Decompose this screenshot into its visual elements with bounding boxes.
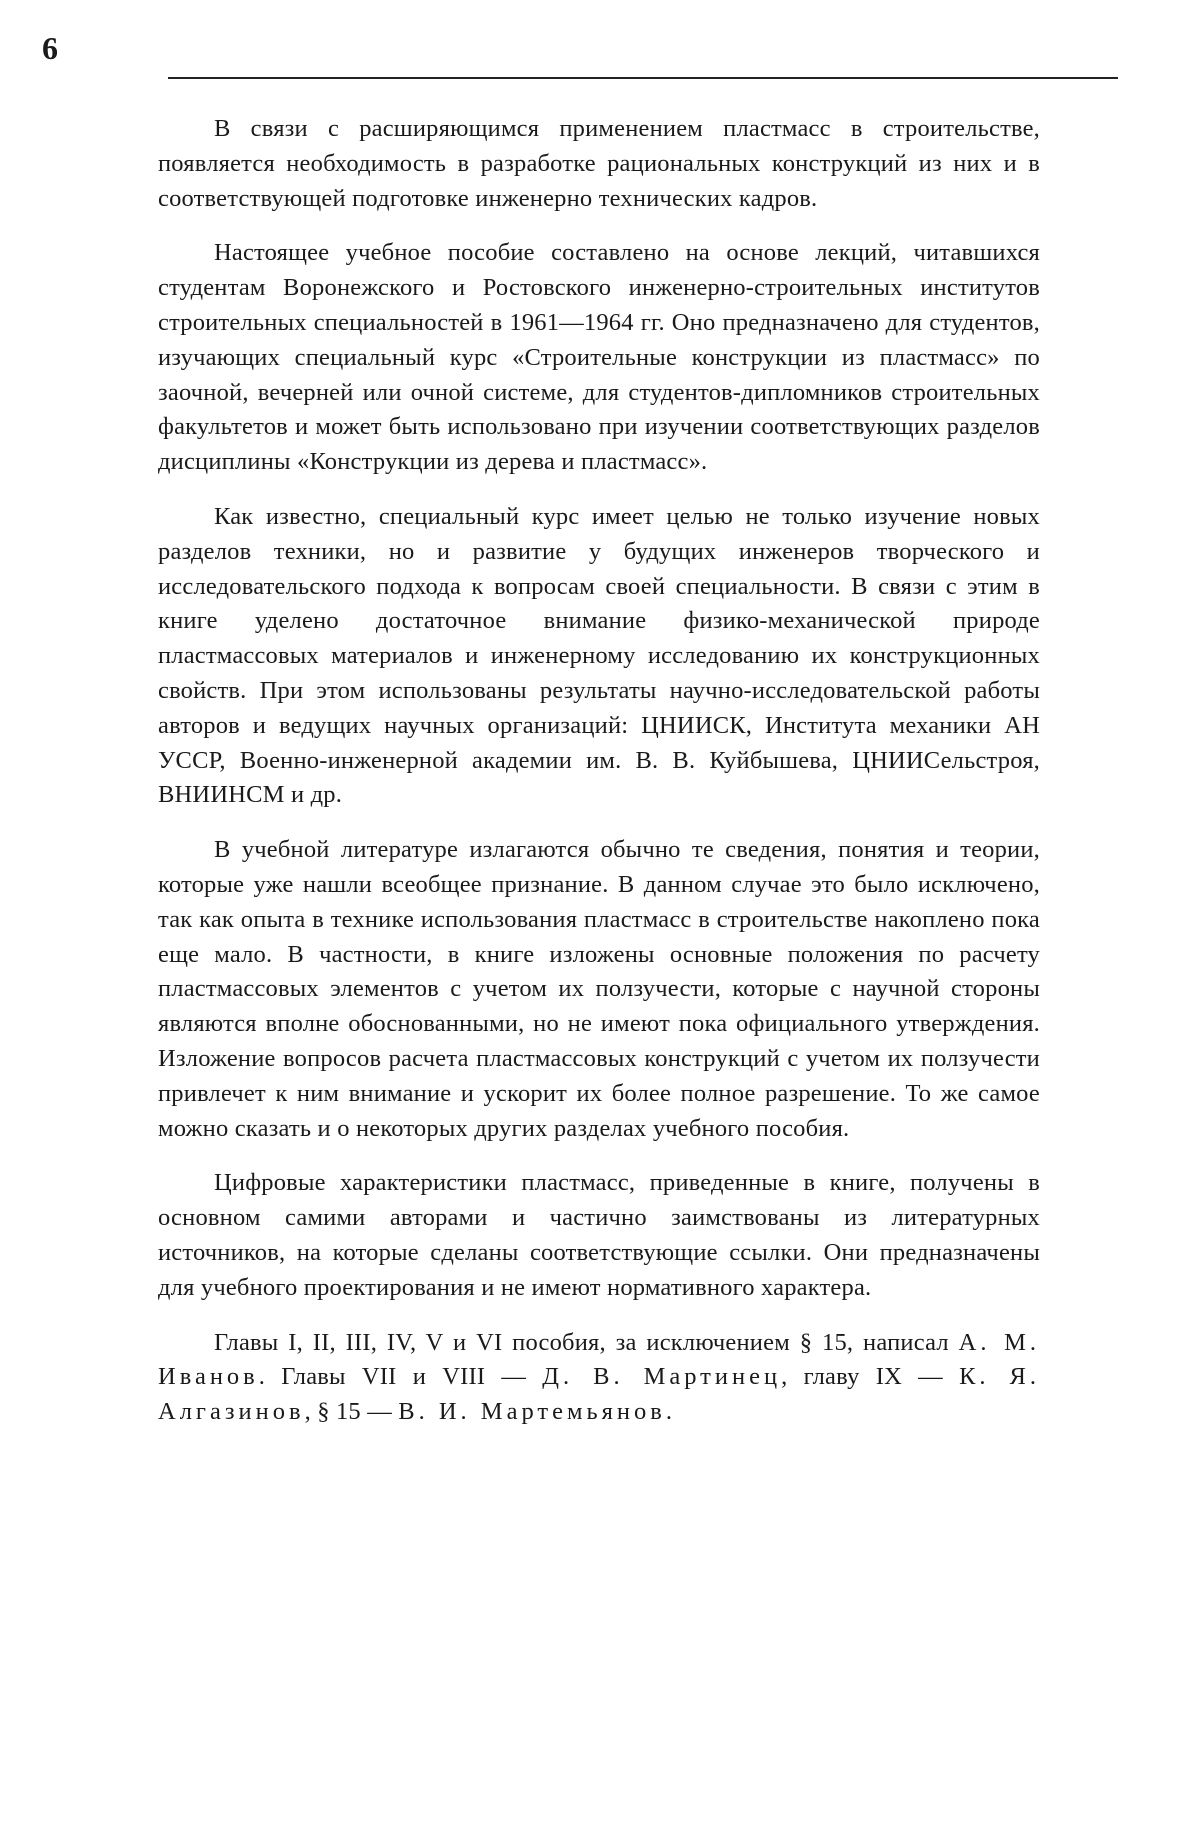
author-name-algazinov: К. Я. Алгазинов — [158, 1363, 1040, 1426]
authorship-paragraph — [158, 1326, 1040, 1430]
author-name-ivanov: А. М. Иванов — [158, 1328, 1040, 1391]
paragraph-5: Цифровые характеристики пластмасс, приведенные в книге, получены в основном самими авторами и частично заимствованы из литературных источников, на которые сделаны соответствующие ссылки. Они предназначены для учебного проектирования и не имеют нормативного характера. — [158, 1169, 1040, 1301]
header-rule — [168, 77, 1118, 79]
authorship-text-3: , главу IX — — [781, 1363, 960, 1391]
author-name-martemyanov: В. И. Мартемьянов — [398, 1398, 666, 1426]
authorship-text-5: . — [665, 1398, 673, 1426]
page-body — [158, 112, 1040, 1450]
authorship-text-1: Главы I, II, III, IV, V и VI пособия, за исключением § 15, написал — [214, 1328, 959, 1356]
page-number: 6 — [42, 30, 58, 66]
author-name-martinets: Д. В. Мартинец — [542, 1363, 782, 1391]
paragraph-1: В связи с расширяющимся применением пластмасс в строительстве, появляется необходимость в разработке рациональных конструкций из них и в соответствующей подготовке инженерно технических кадров. — [158, 115, 1040, 212]
paragraph-4: В учебной литературе излагаются обычно те сведения, понятия и теории, которые уже нашли всеобщее признание. В данном случае это было исключено, так как опыта в технике использования пластмасс в строительстве накоплено пока еще мало. В частности, в книге изложены основные положения по расчету пластмассовых элементов с учетом их ползучести, которые с научной стороны являются вполне обоснованными, но не имеют пока официального утверждения. Изложение вопросов расчета пластмассовых конструкций с учетом их ползучести привлечет к ним внимание и ускорит их более полное разрешение. То же самое можно сказать и о некоторых других разделах учебного пособия. — [158, 836, 1040, 1142]
authorship-text-4: , § 15 — — [304, 1398, 399, 1426]
authorship-text-2: . Главы VII и VIII — — [258, 1363, 543, 1391]
paragraph-2: Настоящее учебное пособие составлено на основе лекций, читавшихся студентам Воронежского и Ростовского инженерно-строительных институтов строительных специальностей в 1961—1964 гг. Оно предназначено для студентов, изучающих специальный курс «Строительные конструкции из пластмасс» по заочной, вечерней или очной системе, для студентов-дипломников строительных факультетов и может быть использовано при изучении соответствующих разделов дисциплины «Конструкции из дерева и пластмасс». — [158, 239, 1040, 476]
paragraph-3: Как известно, специальный курс имеет целью не только изучение новых разделов техники, но и развитие у будущих инженеров творческого и исследовательского подхода к вопросам своей специальности. В связи с этим в книге уделено достаточное внимание физико-механической природе пластмассовых материалов и инженерному исследованию их конструкционных свойств. При этом использованы результаты научно-исследовательской работы авторов и ведущих научных организаций: ЦНИИСК, Института механики АН УССР, Военно-инженерной академии им. В. В. Куйбышева, ЦНИИСельстроя, ВНИИНСМ и др. — [158, 502, 1040, 809]
